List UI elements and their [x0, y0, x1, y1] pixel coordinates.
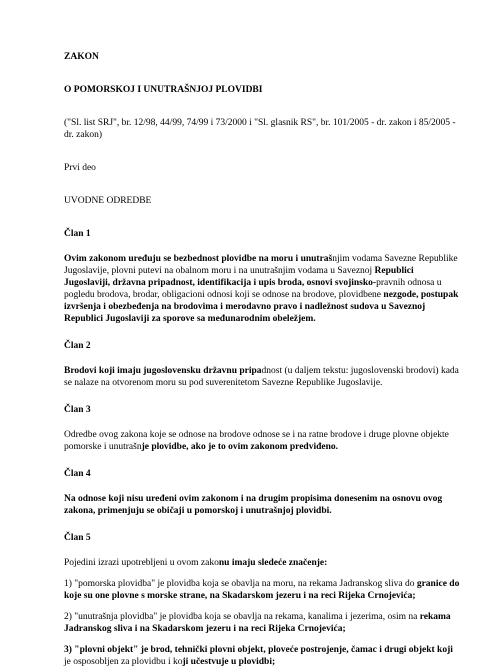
definition-item [64, 611, 461, 635]
definition-item [64, 578, 461, 602]
bold-text-run: Na odnose koji nisu uređeni ovim zakonom i na drugim propisima donesenim na osnovu ovog zakona, primenjuju se običaji u pomorskoj i unutrašnjoj plovidbi. [64, 494, 443, 516]
bold-text-run: granice do koje su one plovne s morske strane, na Skadarskom jezeru i na reci Rijeka Crnojevića; [64, 579, 460, 601]
law-title: ZAKON [64, 52, 99, 62]
article-heading: Član 5 [64, 533, 91, 543]
article-body [64, 557, 461, 569]
bold-text-run: Republici Jugoslaviji, državna pripadnost, identifikacija i upis broda, osnovi svojinsko- [64, 266, 414, 288]
law-subtitle: O POMORSKOJ I UNUTRAŠNJOJ PLOVIDBI [64, 85, 263, 95]
text-run: je osposobljen za plovidbu i ko [64, 657, 183, 667]
bold-text-run: Ovim zakonom uređuju se bezbednost plovidbe na moru i unutraš [64, 254, 333, 264]
articles-container [64, 228, 461, 668]
definition-item [64, 644, 461, 668]
part-heading: Prvi deo [64, 163, 96, 173]
bold-text-run: nezgode, postupak izvršenja i obezbeđenja na brodovima i merodavno pravo i nadležnost sudova u Saveznoj Republici Jugoslaviji za sporove sa međunarodnim obeležjem. [64, 290, 459, 324]
article-heading: Član 4 [64, 469, 91, 479]
article-body [64, 429, 461, 453]
article-body [64, 253, 461, 325]
text-run: 1) "pomorska plovidba" je plovidba koja se obavlja na moru, na rekama Jadranskog sliva do [64, 579, 417, 589]
article-heading: Član 2 [64, 341, 91, 351]
bold-text-run: ji učestvuje u plovidbi; [182, 657, 276, 667]
article-body [64, 493, 461, 517]
article-body [64, 365, 461, 389]
text-run: pravnih odnosa u pogledu brodova, brodar, obligacioni odnosi koji se odnose na brodove, plovidbene [64, 278, 442, 300]
text-run: njim vodama Savezne Republike Jugoslavije, plovni putevi na obalnom moru i na unutrašnjim vodama u Saveznoj [64, 254, 458, 276]
text-run: 2) "unutrašnja plovidba" je plovidba koja se obavlja na rekama, kanalima i jezerima, osim na [64, 612, 420, 622]
article-heading: Član 1 [64, 229, 91, 239]
article-heading: Član 3 [64, 405, 91, 415]
bold-text-run: rekama Jadranskog sliva i na Skadarskom jezeru i na reci Rijeka Crnojevića; [64, 612, 451, 634]
bold-text-run: Brodovi koji imaju jugoslovensku državnu pripa [64, 366, 262, 376]
bold-text-run: 3) "plovni objekt" je brod, tehnički plovni objekt, ploveće postrojenje, čamac i drugi objekt koji [64, 645, 453, 655]
gazette-reference: ("Sl. list SRJ", br. 12/98, 44/99, 74/99 i 73/2000 i "Sl. glasnik RS", br. 101/2005 - dr. zakon i 85/2005 - dr. zakon) [64, 118, 456, 140]
text-run: Pojedini izrazi upotrebljeni u ovom zako [64, 558, 219, 568]
bold-text-run: je plovidbe, ako je to ovim zakonom predviđeno. [141, 442, 339, 452]
text-run: dnost (u daljem tekstu: jugoslovenski brodovi) kada se nalaze na otvorenom moru su pod suverenitetom Savezne Republike Jugoslavije. [64, 366, 459, 388]
bold-text-run: nu imaju sledeće značenje: [218, 558, 328, 568]
text-run: Odredbe ovog zakona koje se odnose na brodove odnose se i na ratne brodove i druge plovne objekte pomorske i unutrašn [64, 430, 449, 452]
section-heading: UVODNE ODREDBE [64, 196, 152, 206]
